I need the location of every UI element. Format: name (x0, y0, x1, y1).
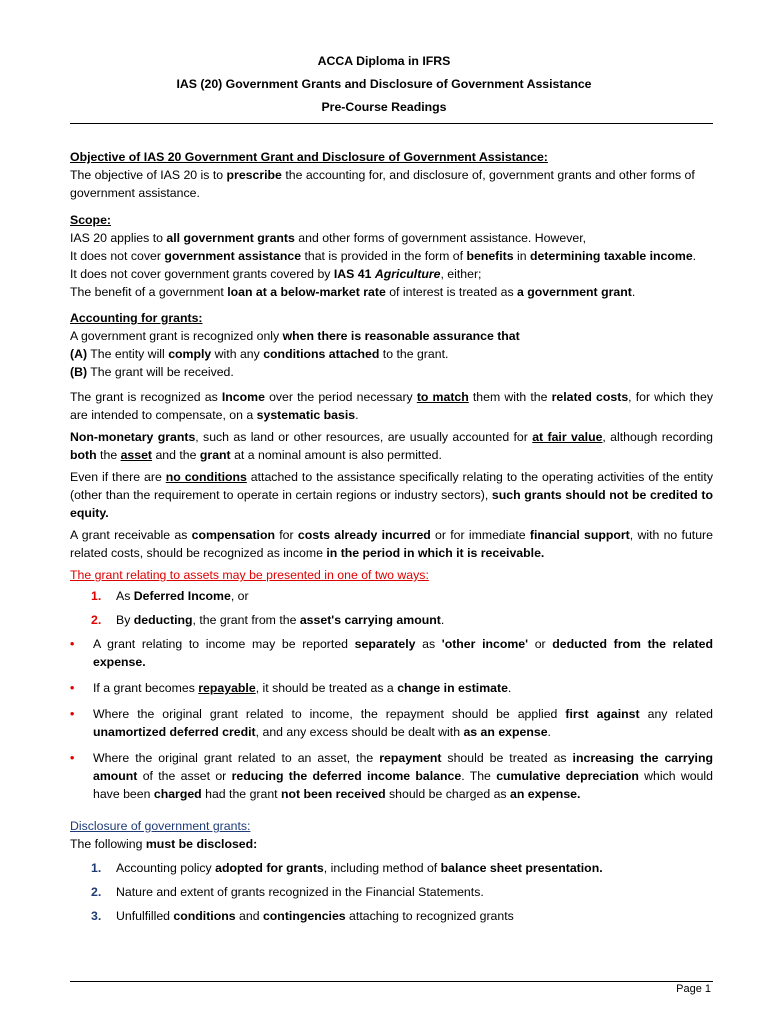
income-recognition-paragraph: The grant is recognized as Income over the period necessary to match them with the related costs, for which they are intended to compensate, on a systematic basis. (70, 390, 713, 422)
accounting-line-3: (B) The grant will be received. (70, 365, 234, 379)
non-monetary-paragraph: Non-monetary grants, such as land or other resources, are usually accounted for at fair value, although recording both the asset and the grant at a nominal amount is also permitted. (70, 430, 713, 462)
bullet-icon: • (70, 681, 75, 695)
list-item: 3. Unfulfilled conditions and contingencies attaching to recognized grants (91, 909, 514, 923)
asset-grants-heading: The grant relating to assets may be presented in one of two ways: (70, 568, 429, 582)
accounting-line-2: (A) The entity will comply with any conditions attached to the grant. (70, 347, 449, 361)
list-item: 1. Accounting policy adopted for grants, including method of balance sheet presentation. (91, 861, 603, 875)
list-item: • Where the original grant related to income, the repayment should be applied first against any related unamortized deferred credit, and any excess should be dealt with as an expense. (70, 707, 713, 739)
objective-paragraph: The objective of IAS 20 is to prescribe the accounting for, and disclosure of, government grants and other forms of government assistance. (70, 168, 695, 200)
disclosure-list (70, 859, 713, 925)
list-item: • Where the original grant related to an asset, the repayment should be treated as increasing the carrying amount of the asset or reducing the deferred income balance. The cumulative depreciation which would have been charged had the grant not been received should be charged as an expense. (70, 751, 714, 801)
list-item: 2. By deducting, the grant from the asset's carrying amount. (91, 613, 445, 627)
header-divider (70, 123, 713, 124)
list-item: • If a grant becomes repayable, it should be treated as a change in estimate. (70, 681, 512, 695)
list-item: • A grant relating to income may be reported separately as 'other income' or deducted from the related expense. (70, 637, 713, 669)
scope-line-2: It does not cover government assistance that is provided in the form of benefits in determining taxable income. (70, 249, 697, 263)
page-number: Page 1 (676, 983, 711, 995)
course-title: ACCA Diploma in IFRS (317, 54, 451, 68)
accounting-line-1: A government grant is recognized only when there is reasonable assurance that (70, 329, 520, 343)
grant-rules-list (70, 635, 713, 803)
footer-divider (70, 981, 713, 982)
bullet-icon: • (70, 707, 75, 721)
scope-line-4: The benefit of a government loan at a below-market rate of interest is treated as a government grant. (70, 285, 636, 299)
document-subtitle: Pre-Course Readings (321, 100, 447, 114)
accounting-heading: Accounting for grants: (70, 311, 203, 325)
disclosure-intro: The following must be disclosed: (70, 837, 258, 851)
asset-presentation-list (70, 587, 713, 629)
objective-heading: Objective of IAS 20 Government Grant and Disclosure of Government Assistance: (70, 150, 548, 164)
scope-line-1: IAS 20 applies to all government grants and other forms of government assistance. However, (70, 231, 587, 245)
bullet-icon: • (70, 751, 75, 765)
scope-line-3: It does not cover government grants covered by IAS 41 Agriculture, either; (70, 267, 482, 281)
list-item: 2. Nature and extent of grants recognized in the Financial Statements. (91, 885, 484, 899)
no-conditions-paragraph: Even if there are no conditions attached to the assistance specifically relating to the operating activities of the entity (other than the requirement to operate in certain regions or industry sectors), such grants should not be credited to equity. (70, 470, 713, 520)
bullet-icon: • (70, 637, 75, 651)
document-header (0, 53, 768, 122)
disclosure-heading: Disclosure of government grants: (70, 819, 251, 833)
document-title: IAS (20) Government Grants and Disclosure of Government Assistance (176, 77, 592, 91)
scope-heading: Scope: (70, 213, 111, 227)
list-item: 1. As Deferred Income, or (91, 589, 249, 603)
document-body (70, 148, 713, 931)
compensation-paragraph: A grant receivable as compensation for costs already incurred or for immediate financial support, with no future related costs, should be recognized as income in the period in which it is receivable. (70, 528, 713, 560)
